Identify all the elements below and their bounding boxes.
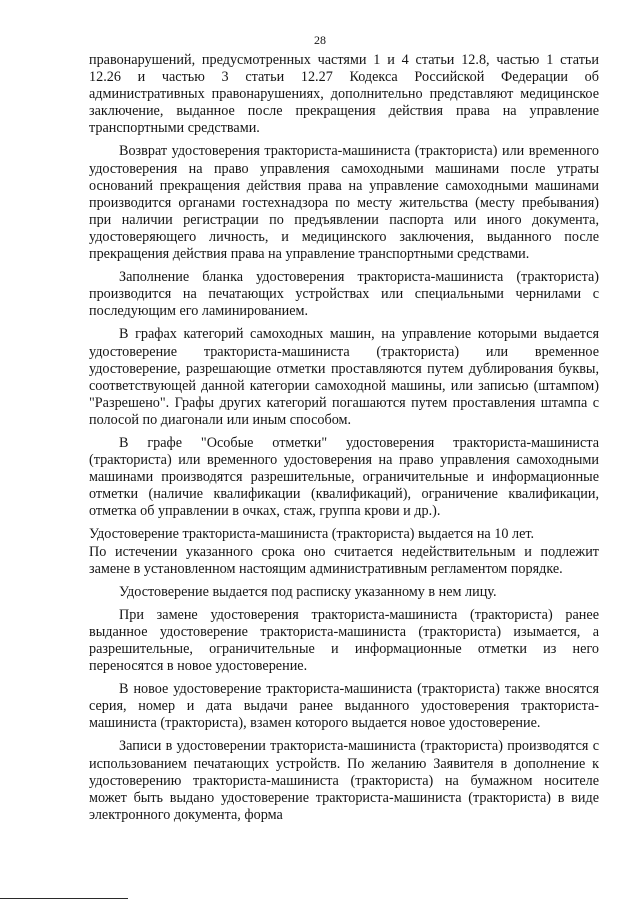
paragraph-issued-against-signature: Удостоверение выдается под расписку указанному в нем лицу. [119,583,497,600]
paragraph-expiry-replacement: По истечении указанного срока оно считается недействительным и подлежит замене в установленном настоящим административным регламентом порядке. [89,543,599,577]
paragraph-new-license-details: В новое удостоверение тракториста-машиниста (тракториста) также вносятся серия, номер и дата выдачи ранее выданного удостоверения тракториста-машиниста (тракториста), взамен которого выдается новое удостоверение. [89,681,599,732]
paragraph-special-marks: В графе "Особые отметки" удостоверения тракториста-машиниста (тракториста) или временного удостоверения на право управления самоходными машинами производятся разрешительные, ограничительные и информационные отметки (наличие квалификации (квалификаций), ограничение квалификации, отметка об управлении в очках, стаж, группа крови и др.). [89,434,599,520]
paragraph-category-marks: В графах категорий самоходных машин, на управление которыми выдается удостоверение тракториста-машиниста (тракториста) или временное удостоверение, разрешающие отметки проставляются путем дублирования буквы, соответствующей данной категории самоходной машины, или записью (штампом) "Разрешено". Графы других категорий погашаются путем проставления штампа с полосой по диагонали или иным способом. [89,326,599,428]
paragraph-medical-certificate-requirement: правонарушений, предусмотренных частями 1 и 4 статьи 12.8, частью 1 статьи 12.26 и частью 3 статьи 12.27 Кодекса Российской Федерации об административных правонарушениях, дополнительно представляют медицинское заключение, выданное после прекращения действия права на управление транспортными средствами. [89,52,599,137]
paragraph-printing-devices: Записи в удостоверении тракториста-машиниста (тракториста) производятся с использованием печатающих устройств. По желанию Заявителя в дополнение к удостоверению тракториста-машиниста (тракториста) на бумажном носителе может быть выдано удостоверение тракториста-машиниста (тракториста) в виде электронного документа, форма [89,738,599,823]
paragraph-validity-period: Удостоверение тракториста-машиниста (тракториста) выдается на 10 лет. [89,526,535,543]
page-number: 28 [314,33,326,47]
paragraph-replacement-procedure: При замене удостоверения тракториста-машиниста (тракториста) ранее выданное удостоверение тракториста-машиниста (тракториста) изымается, а разрешительные, ограничительные и информационные отметки из него переносятся в новое удостоверение. [89,606,599,675]
paragraph-blank-filling: Заполнение бланка удостоверения тракториста-машиниста (тракториста) производится на печатающих устройствах или специальными чернилами с последующим его ламинированием. [89,269,599,320]
document-body [89,52,599,824]
footnote-divider [0,898,128,899]
paragraph-license-return: Возврат удостоверения тракториста-машиниста (тракториста) или временного удостоверения на право управления самоходными машинами после утраты оснований прекращения действия права на управление самоходными машинами производится органами гостехнадзора по месту жительства (месту пребывания) при наличии регистрации по предъявлении паспорта или иного документа, удостоверяющего личность, и медицинского заключения, выданного после прекращения действия права на управление транспортными средствами. [89,143,599,263]
